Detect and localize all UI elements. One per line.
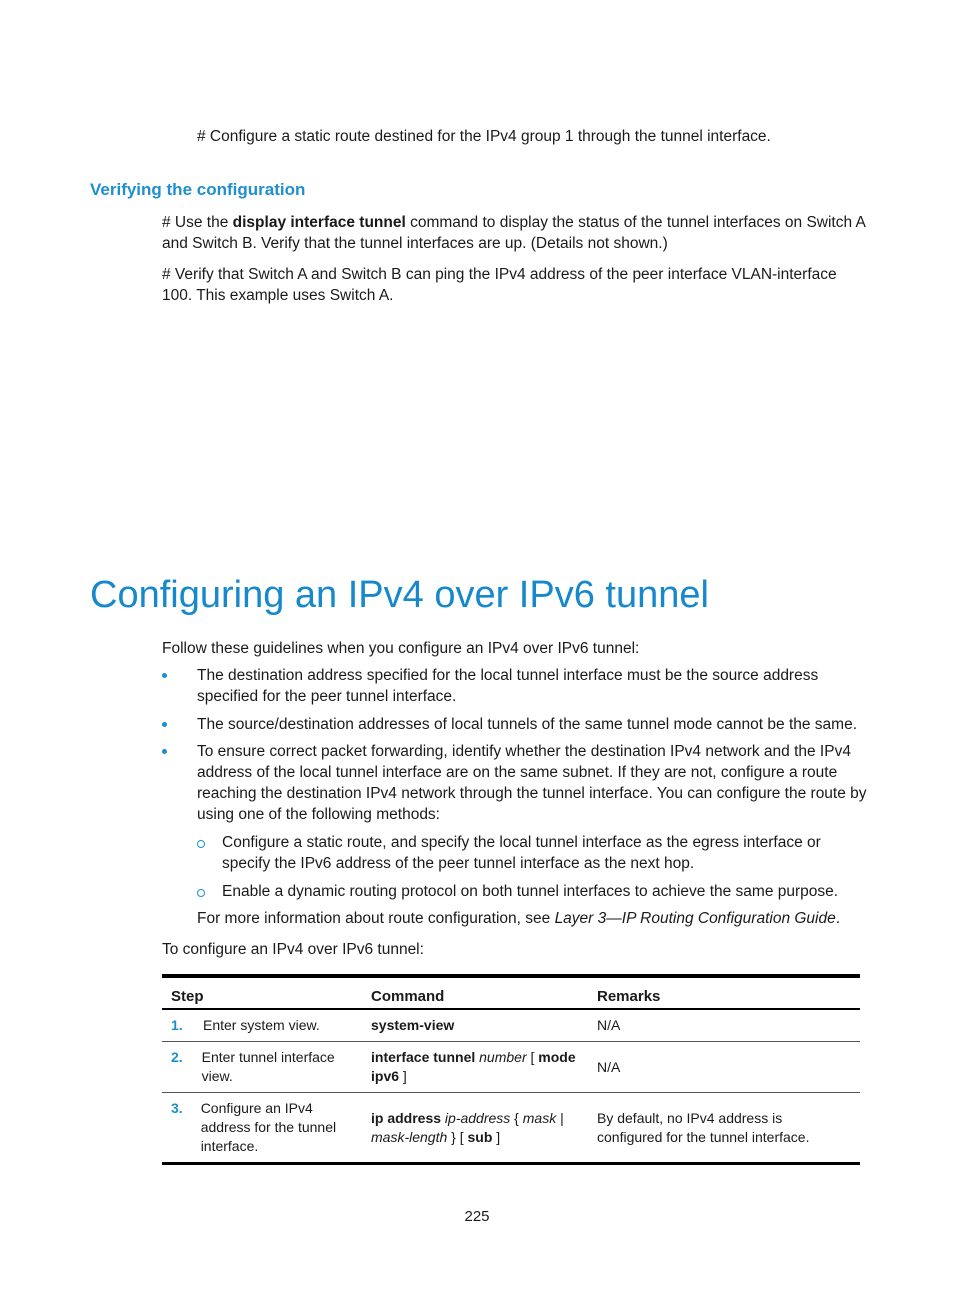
command-syntax: | <box>556 1109 568 1126</box>
command-cell <box>362 1093 588 1164</box>
command-syntax: } [ <box>447 1128 468 1145</box>
intro-line: # Configure a static route destined for the IPv4 group 1 through the tunnel interface. <box>197 128 771 145</box>
display-interface-tunnel-command: display interface tunnel <box>232 214 406 231</box>
table-body <box>162 1009 860 1164</box>
command-argument: mask <box>522 1109 557 1126</box>
step-text: Enter tunnel interface view. <box>201 1049 335 1084</box>
remarks-cell: N/A <box>588 1009 860 1042</box>
command-syntax: ] <box>492 1128 501 1145</box>
table-header-row <box>162 976 860 1009</box>
verify-paragraph-2: # Verify that Switch A and Switch B can ping the IPv4 address of the peer interface VLAN-interface 100. This example uses Switch A. <box>162 266 837 304</box>
more-info-post: . <box>835 910 841 927</box>
command-syntax: [ <box>526 1049 539 1065</box>
bullet-item: To ensure correct packet forwarding, identify whether the destination IPv4 network and the IPv4 address of the local tunnel interface are on the same subnet. If they are not, configure a route reaching the destination IPv4 network through the tunnel interface. You can configure the route by using one of the following methods: <box>197 743 867 823</box>
bullet-dot-icon <box>162 673 170 681</box>
command-syntax: { <box>510 1109 523 1126</box>
command-argument: number <box>479 1049 527 1065</box>
step-number: 2. <box>171 1049 183 1065</box>
verify-p1-post: command to display the status of the tunnel interfaces on Switch A and Switch B. Verify that the tunnel interfaces are up. (Details not shown.) <box>162 214 866 252</box>
command-argument: ip-address <box>444 1109 511 1126</box>
table-row <box>162 1042 860 1093</box>
header-remarks: Remarks <box>588 976 860 1009</box>
command-syntax: ] <box>399 1068 407 1084</box>
verify-heading: Verifying the configuration <box>90 180 306 199</box>
bullet-dot-icon <box>162 749 170 757</box>
header-command: Command <box>362 976 588 1009</box>
bullet-item: The source/destination addresses of local tunnels of the same tunnel mode cannot be the same. <box>197 716 858 733</box>
step-text: Configure an IPv4 address for the tunnel interface. <box>200 1100 337 1154</box>
sub-bullet-item: Enable a dynamic routing protocol on both tunnel interfaces to achieve the same purpose. <box>222 883 839 900</box>
step-cell <box>162 1009 362 1042</box>
section-title: Configuring an IPv4 over IPv6 tunnel <box>90 574 709 616</box>
table-row <box>162 1009 860 1042</box>
verify-paragraph-1 <box>162 212 867 254</box>
command-keyword: system-view <box>371 1017 455 1033</box>
more-info-paragraph <box>197 908 867 929</box>
bullet-dot-icon <box>162 722 170 730</box>
command-keyword: interface tunnel <box>371 1049 476 1065</box>
step-number: 3. <box>171 1100 183 1116</box>
command-argument: mask-length <box>371 1128 448 1145</box>
header-step: Step <box>162 976 362 1009</box>
step-cell <box>162 1093 362 1164</box>
command-cell <box>362 1042 588 1093</box>
command-cell <box>362 1009 588 1042</box>
table-row <box>162 1093 860 1164</box>
verify-p1-pre: # Use the <box>162 214 233 231</box>
remarks-cell: N/A <box>588 1042 860 1093</box>
step-cell <box>162 1042 362 1093</box>
sub-bullet-item: Configure a static route, and specify the local tunnel interface as the egress interface or specify the IPv6 address of the peer tunnel interface as the next hop. <box>222 834 821 872</box>
step-text: Enter system view. <box>203 1017 320 1033</box>
guide-title: Layer 3—IP Routing Configuration Guide <box>554 910 836 927</box>
remarks-cell: By default, no IPv4 address is configured for the tunnel interface. <box>588 1093 860 1164</box>
table-intro: To configure an IPv4 over IPv6 tunnel: <box>162 941 424 958</box>
guidelines-intro: Follow these guidelines when you configure an IPv4 over IPv6 tunnel: <box>162 640 640 657</box>
config-steps-table <box>162 974 860 1165</box>
sub-bullet-circle-icon <box>197 840 205 848</box>
bullet-item: The destination address specified for the local tunnel interface must be the source address specified for the peer tunnel interface. <box>197 667 819 705</box>
command-keyword: sub <box>467 1128 493 1145</box>
command-keyword: mode ipv6 <box>371 1049 580 1084</box>
step-number: 1. <box>171 1017 183 1033</box>
more-info-pre: For more information about route configuration, see <box>197 910 555 927</box>
sub-bullet-circle-icon <box>197 889 205 897</box>
page-number: 225 <box>464 1208 490 1225</box>
command-keyword: ip address <box>371 1109 442 1126</box>
